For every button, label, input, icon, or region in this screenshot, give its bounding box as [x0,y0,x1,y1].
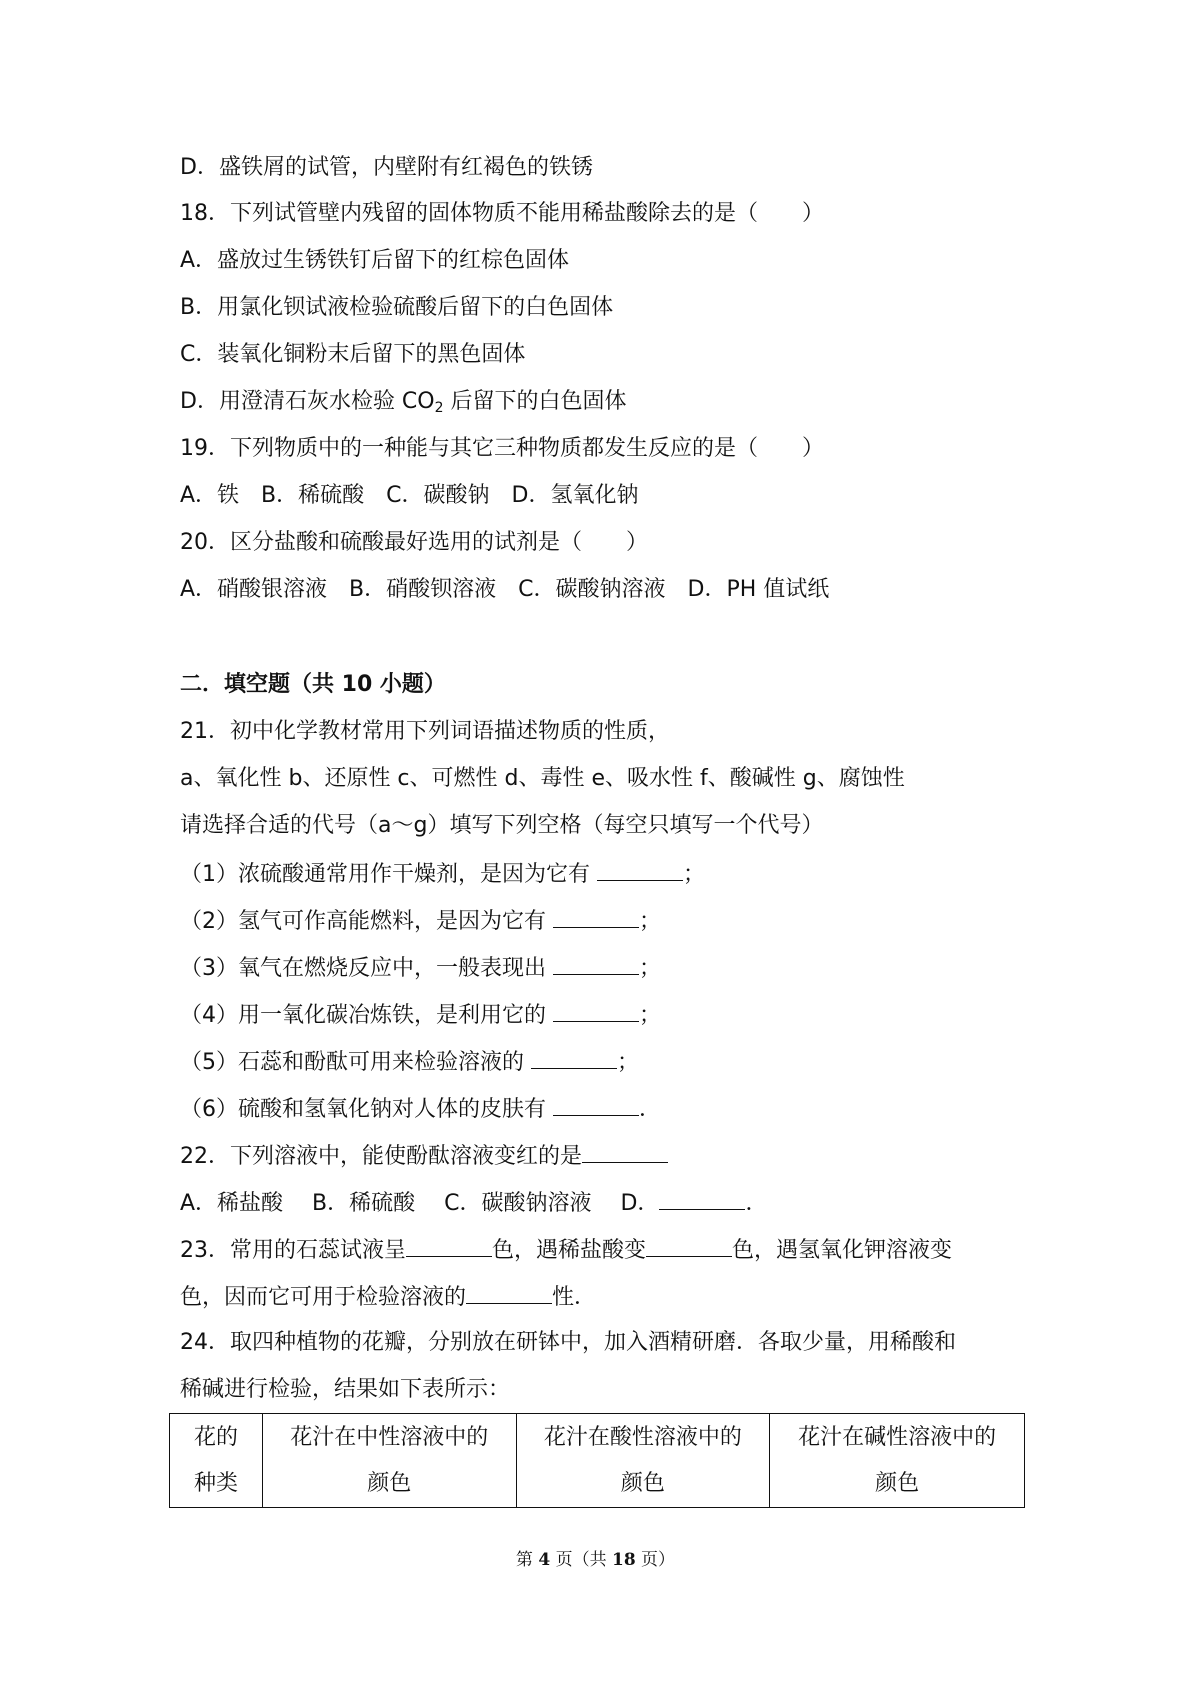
q21-item-3 [180,952,661,984]
answer-blank[interactable] [597,858,683,881]
table-header-neutral: 花汁在中性溶液中的 颜色 [262,1414,516,1508]
q21-item-2 [180,905,661,937]
total-page-count: 18 [611,1550,636,1570]
q20-stem: 20．区分盐酸和硫酸最好选用的试剂是（ ） [180,530,648,555]
q21-item-5-text: （5）石蕊和酚酞可用来检验溶液的 [180,1050,531,1075]
q18-option-c: C．装氧化铜粉末后留下的黑色固体 [180,342,526,367]
q19-options: A．铁 B．稀硫酸 C．碳酸钠 D．氢氧化钠 [180,483,639,508]
q21-item-2-end: ； [639,909,662,934]
q17-option-d: D．盛铁屑的试管，内壁附有红褐色的铁锈 [180,155,593,180]
q21-item-3-end: ； [639,956,662,981]
flower-color-table [169,1413,1025,1508]
q22-options-end: ． [745,1191,768,1216]
q21-item-4 [180,999,661,1031]
q23-line-2 [180,1281,596,1313]
table-header-row [170,1414,1025,1508]
q21-stem: 21．初中化学教材常用下列词语描述物质的性质， [180,719,670,744]
answer-blank[interactable] [406,1234,492,1257]
q21-item-4-end: ； [639,1003,662,1028]
q21-terms: a、氧化性 b、还原性 c、可燃性 d、毒性 e、吸水性 f、酸碱性 g、腐蚀性 [180,766,905,791]
answer-blank[interactable] [553,905,639,928]
q20-options: A．硝酸银溶液 B．硝酸钡溶液 C．碳酸钠溶液 D．PH 值试纸 [180,577,830,602]
q23-text-d: 色，因而它可用于检验溶液的 [180,1285,467,1310]
q24-line-1: 24．取四种植物的花瓣，分别放在研钵中，加入酒精研磨．各取少量，用稀酸和 [180,1330,956,1355]
q23-line-1 [180,1234,952,1266]
answer-blank[interactable] [553,1093,639,1116]
answer-blank[interactable] [466,1281,552,1304]
q21-item-1-end: ； [683,862,706,887]
answer-blank[interactable] [646,1234,732,1257]
q23-text-b: 色，遇稀盐酸变 [492,1238,647,1263]
q18-option-d-pre: D．用澄清石灰水检验 CO [180,389,435,414]
table-header-acidic: 花汁在酸性溶液中的 颜色 [516,1414,770,1508]
q18-option-d-subscript: 2 [434,400,444,416]
q18-stem: 18．下列试管壁内残留的固体物质不能用稀盐酸除去的是（ ） [180,201,824,226]
table-header-flower-type: 花的 种类 [170,1414,263,1508]
q21-item-1 [180,858,705,890]
q23-text-a: 23．常用的石蕊试液呈 [180,1238,406,1263]
q21-item-5 [180,1046,639,1078]
q22-stem [180,1140,668,1172]
answer-blank[interactable] [553,999,639,1022]
table-header-alkaline: 花汁在碱性溶液中的 颜色 [770,1414,1025,1508]
q18-option-a: A．盛放过生锈铁钉后留下的红棕色固体 [180,248,570,273]
q21-instruction: 请选择合适的代号（a～g）填写下列空格（每空只填写一个代号） [180,813,824,838]
q23-text-c: 色，遇氢氧化钾溶液变 [732,1238,953,1263]
answer-blank[interactable] [659,1187,745,1210]
q23-text-e: 性． [552,1285,597,1310]
answer-blank[interactable] [582,1140,668,1163]
q22-stem-text: 22．下列溶液中，能使酚酞溶液变红的是 [180,1144,582,1169]
q21-item-4-text: （4）用一氧化碳冶炼铁，是利用它的 [180,1003,553,1028]
q19-stem: 19．下列物质中的一种能与其它三种物质都发生反应的是（ ） [180,436,824,461]
current-page-number: 4 [538,1550,551,1570]
q21-item-6-end: ． [639,1097,662,1122]
q18-option-b: B．用氯化钡试液检验硫酸后留下的白色固体 [180,295,614,320]
q21-item-2-text: （2）氢气可作高能燃料，是因为它有 [180,909,553,934]
q24-line-2: 稀碱进行检验，结果如下表所示： [180,1377,511,1402]
q21-item-1-text: （1）浓硫酸通常用作干燥剂，是因为它有 [180,862,597,887]
q21-item-6 [180,1093,661,1125]
answer-blank[interactable] [553,952,639,975]
q21-item-6-text: （6）硫酸和氢氧化钠对人体的皮肤有 [180,1097,553,1122]
q21-item-3-text: （3）氧气在燃烧反应中，一般表现出 [180,956,553,981]
page-footer: 第 4 页（共 18 页） [515,1550,676,1570]
q22-options-text: A．稀盐酸 B．稀硫酸 C．碳酸钠溶液 D． [180,1191,660,1216]
answer-blank[interactable] [531,1046,617,1069]
section-title-fill-in: 二．填空题（共 10 小题） [180,672,446,697]
q21-item-5-end: ； [617,1050,640,1075]
q18-option-d-post: 后留下的白色固体 [443,389,627,414]
q18-option-d [180,387,627,423]
q22-options [180,1187,767,1219]
